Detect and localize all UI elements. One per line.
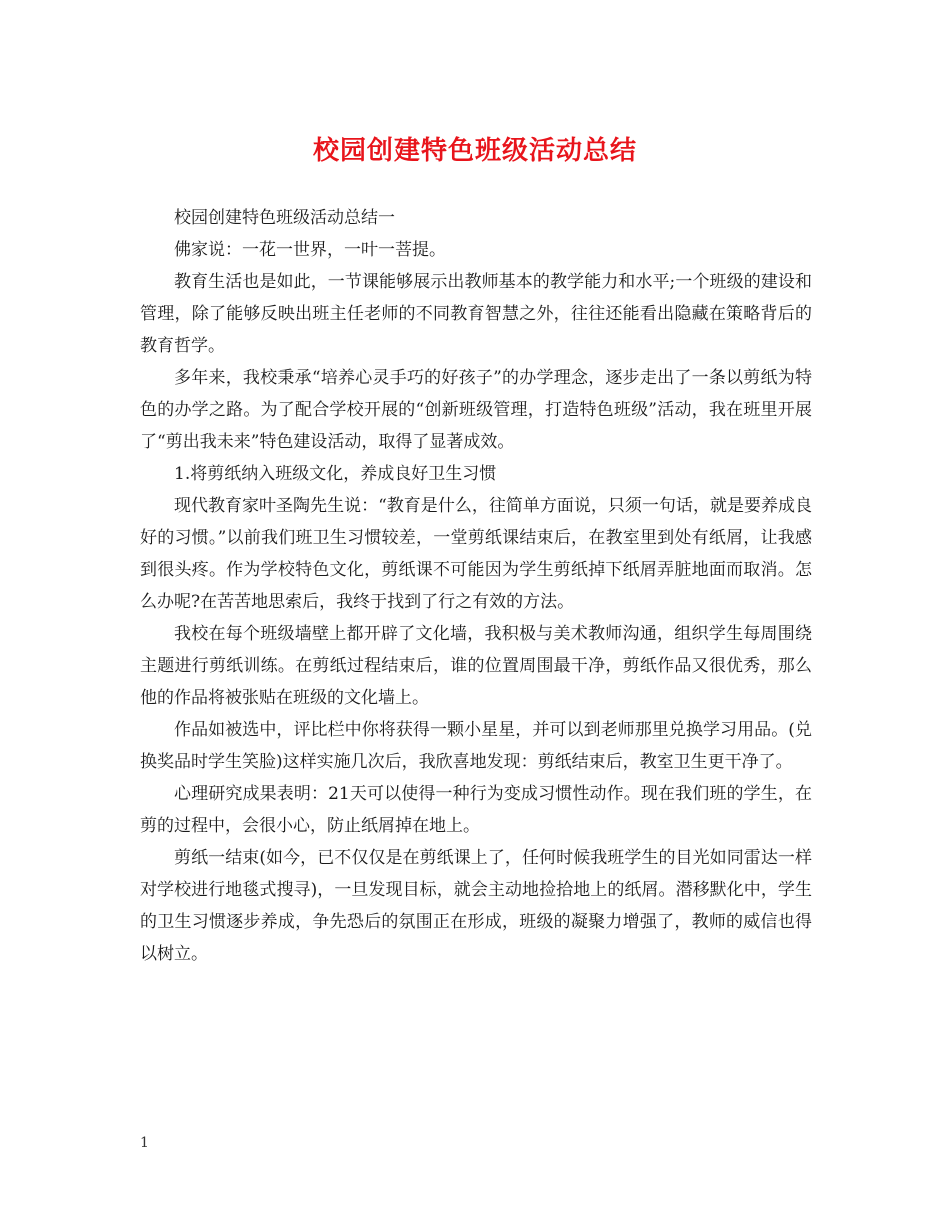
paragraph-4: 多年来，我校秉承“培养心灵手巧的好孩子”的办学理念，逐步走出了一条以剪纸为特色的办学之路。为了配合学校开展的“创新班级管理，打造特色班级”活动，我在班里开展了“剪出我未来”特色建设活动，取得了显著成效。: [140, 368, 812, 452]
page-number: 1: [140, 1135, 149, 1151]
paragraph-6: 现代教育家叶圣陶先生说：“教育是什么，往简单方面说，只须一句话，就是要养成良好的习惯。”以前我们班卫生习惯较差，一堂剪纸课结束后，在教室里到处有纸屑，让我感到很头疼。作为学校特色文化，剪纸课不可能因为学生剪纸掉下纸屑弄脏地面而取消。怎么办呢?在苦苦地思索后，我终于找到了行之有效的方法。: [140, 496, 812, 612]
paragraph-2: 佛家说：一花一世界，一叶一菩提。: [174, 240, 446, 260]
paragraph-9: 心理研究成果表明：21天可以使得一种行为变成习惯性动作。现在我们班的学生，在剪的过程中，会很小心，防止纸屑掉在地上。: [140, 784, 812, 836]
paragraph-1: 校园创建特色班级活动总结一: [174, 208, 395, 228]
paragraph-8: 作品如被选中，评比栏中你将获得一颗小星星，并可以到老师那里兑换学习用品。(兑换奖品时学生笑脸)这样实施几次后，我欣喜地发现：剪纸结束后，教室卫生更干净了。: [140, 720, 812, 772]
paragraph-10: 剪纸一结束(如今，已不仅仅是在剪纸课上了，任何时候我班学生的目光如同雷达一样对学校进行地毯式搜寻)，一旦发现目标，就会主动地捡拾地上的纸屑。潜移默化中，学生的卫生习惯逐步养成，争先恐后的氛围正在形成，班级的凝聚力增强了，教师的威信也得以树立。: [140, 848, 812, 964]
paragraph-3: 教育生活也是如此，一节课能够展示出教师基本的教学能力和水平;一个班级的建设和管理，除了能够反映出班主任老师的不同教育智慧之外，往往还能看出隐藏在策略背后的教育哲学。: [140, 272, 812, 356]
document-title: 校园创建特色班级活动总结: [312, 136, 637, 166]
document-body: [140, 202, 812, 970]
section-heading-1: 1.将剪纸纳入班级文化，养成良好卫生习惯: [174, 464, 497, 484]
paragraph-7: 我校在每个班级墙壁上都开辟了文化墙，我积极与美术教师沟通，组织学生每周围绕主题进行剪纸训练。在剪纸过程结束后，谁的位置周围最干净，剪纸作品又很优秀，那么他的作品将被张贴在班级的文化墙上。: [140, 624, 812, 708]
